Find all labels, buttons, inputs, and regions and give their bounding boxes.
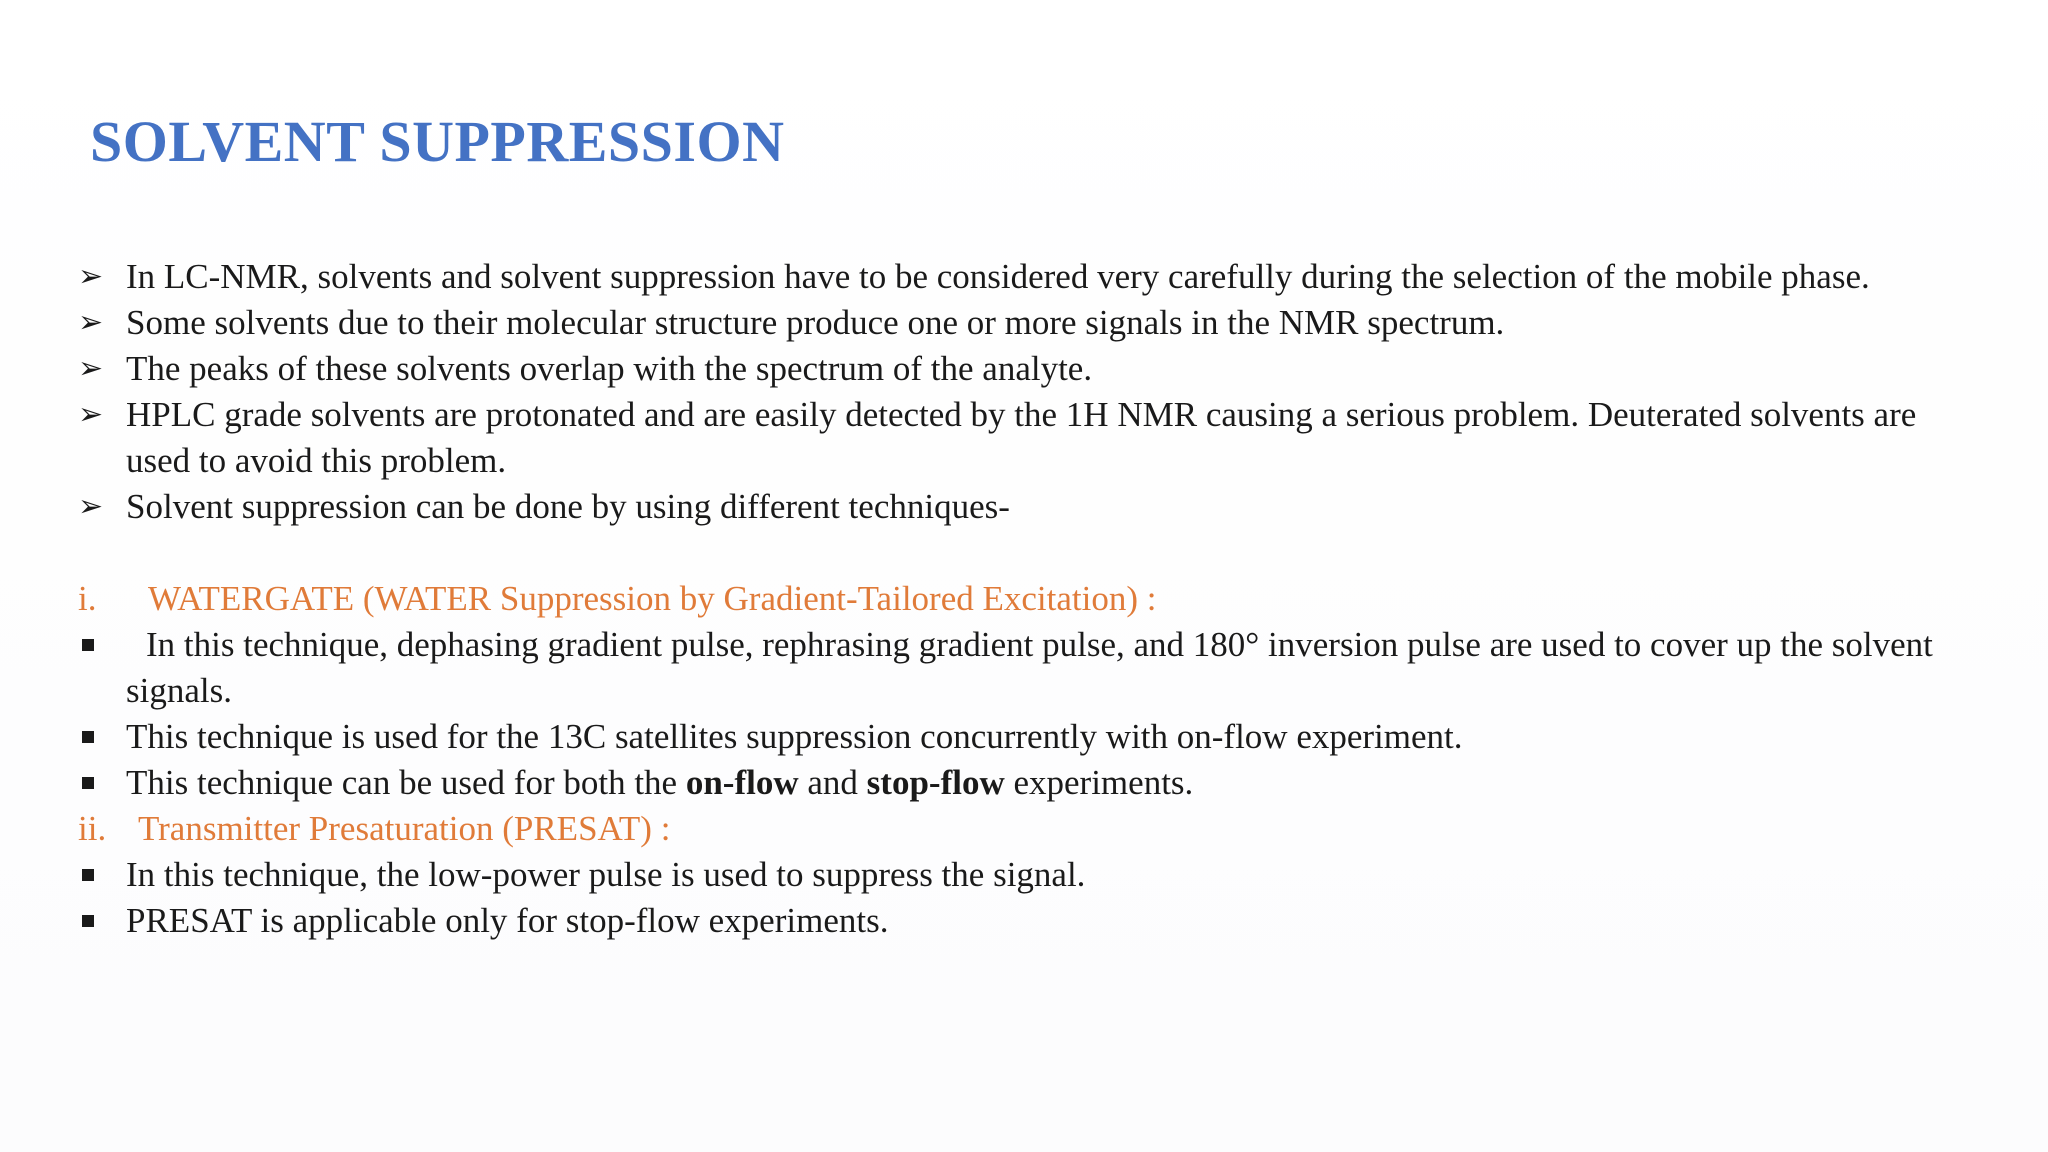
- technique-heading-presat: [78, 806, 1978, 852]
- sub-bullet-item: [78, 714, 1978, 760]
- bullet-item: [78, 484, 1978, 530]
- bold-term-on-flow: on-flow: [685, 763, 799, 802]
- slide-title: SOLVENT SUPPRESSION: [90, 109, 785, 174]
- bullet-item: [78, 392, 1978, 484]
- slide-body: [78, 254, 1978, 944]
- sub-bullet-text: This technique is used for the 13C satellites suppression concurrently with on-flow experiment.: [126, 717, 1463, 756]
- bullet-text: In LC-NMR, solvents and solvent suppression have to be considered very carefully during the selection of the mobile phase.: [126, 257, 1870, 296]
- bullet-item: [78, 346, 1978, 392]
- sub-bullet-item: [78, 622, 1978, 714]
- sub-bullet-text: In this technique, dephasing gradient pulse, rephrasing gradient pulse, and 180° inversion pulse are used to cover up the solvent signals.: [126, 625, 1933, 710]
- square-bullet-icon: [78, 852, 126, 898]
- sub-bullet-text: In this technique, the low-power pulse is used to suppress the signal.: [126, 855, 1086, 894]
- square-bullet-icon: [78, 898, 126, 944]
- technique-heading-watergate: [78, 576, 1978, 622]
- bullet-item: [78, 300, 1978, 346]
- sub-bullet-item: [78, 852, 1978, 898]
- sub-bullet-text-pre: This technique can be used for both the: [126, 763, 686, 802]
- square-bullet-icon: [78, 622, 126, 668]
- bullet-text: The peaks of these solvents overlap with the spectrum of the analyte.: [126, 349, 1093, 388]
- square-bullet-icon: [78, 760, 126, 806]
- technique-heading-text: WATERGATE (WATER Suppression by Gradient-Tailored Excitation) :: [148, 579, 1157, 618]
- sub-bullet-text: PRESAT is applicable only for stop-flow experiments.: [126, 901, 889, 940]
- arrow-bullet-icon: ➢: [78, 305, 104, 340]
- sub-bullet-item: [78, 760, 1978, 806]
- arrow-bullet-icon: ➢: [78, 259, 104, 294]
- square-bullet-icon: [78, 714, 126, 760]
- roman-numeral: i.: [78, 579, 97, 618]
- sub-bullet-item: [78, 898, 1978, 944]
- roman-numeral: ii.: [78, 809, 107, 848]
- arrow-bullet-icon: ➢: [78, 397, 104, 432]
- bold-term-stop-flow: stop-flow: [866, 763, 1005, 802]
- spacer: [78, 530, 1978, 576]
- technique-heading-text: Transmitter Presaturation (PRESAT) :: [138, 809, 671, 848]
- bullet-text: Solvent suppression can be done by using different techniques-: [126, 487, 1010, 526]
- sub-bullet-text-mid: and: [798, 763, 867, 802]
- arrow-bullet-icon: ➢: [78, 351, 104, 386]
- bullet-text: HPLC grade solvents are protonated and are easily detected by the 1H NMR causing a serious problem. Deuterated solvents are used to avoid this problem.: [126, 395, 1917, 480]
- bullet-text: Some solvents due to their molecular structure produce one or more signals in the NMR spectrum.: [126, 303, 1505, 342]
- bullet-item: [78, 254, 1978, 300]
- sub-bullet-text-post: experiments.: [1004, 763, 1194, 802]
- arrow-bullet-icon: ➢: [78, 489, 104, 524]
